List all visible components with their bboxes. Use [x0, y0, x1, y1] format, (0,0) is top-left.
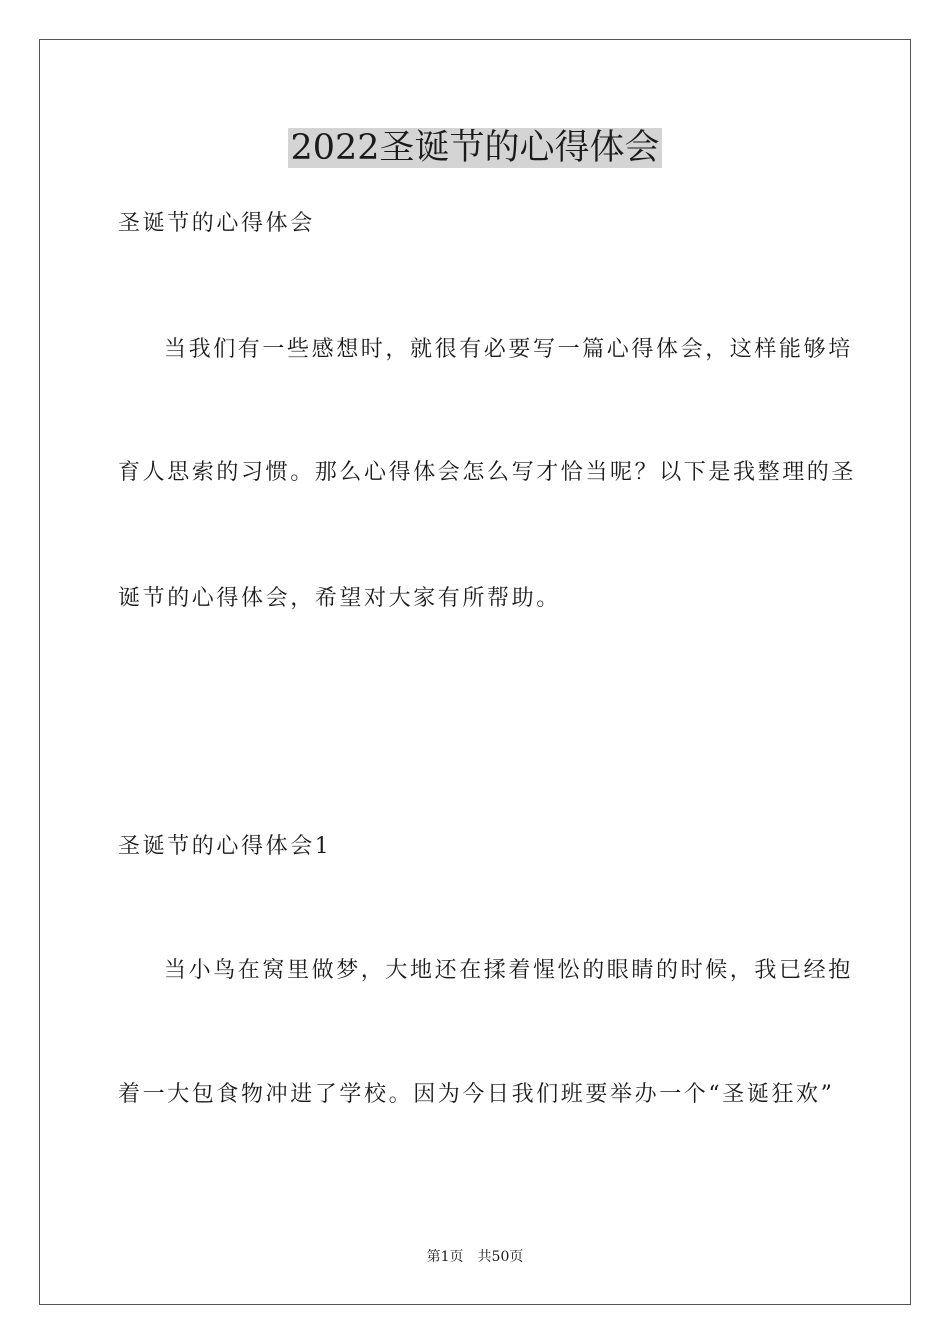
document-title: 2022圣诞节的心得体会	[290, 128, 660, 168]
paragraph-line: 当我们有一些感想时，就很有必要写一篇心得体会，这样能够培	[164, 337, 853, 362]
paragraph-line: 当小鸟在窝里做梦，大地还在揉着惺忪的眼睛的时候，我已经抱	[164, 958, 853, 983]
page-number: 第1页	[426, 1249, 464, 1265]
page-total: 共50页	[477, 1249, 524, 1265]
paragraph-line: 着一大包食物冲进了学校。因为今日我们班要举办一个“圣诞狂欢”	[118, 1082, 835, 1107]
section-heading: 圣诞节的心得体会1	[118, 834, 332, 859]
subtitle-line: 圣诞节的心得体会	[118, 211, 315, 236]
paragraph-line: 育人思索的习惯。那么心得体会怎么写才恰当呢？以下是我整理的圣	[118, 460, 857, 485]
page-footer	[0, 1248, 950, 1266]
paragraph-line: 诞节的心得体会，希望对大家有所帮助。	[118, 586, 561, 611]
